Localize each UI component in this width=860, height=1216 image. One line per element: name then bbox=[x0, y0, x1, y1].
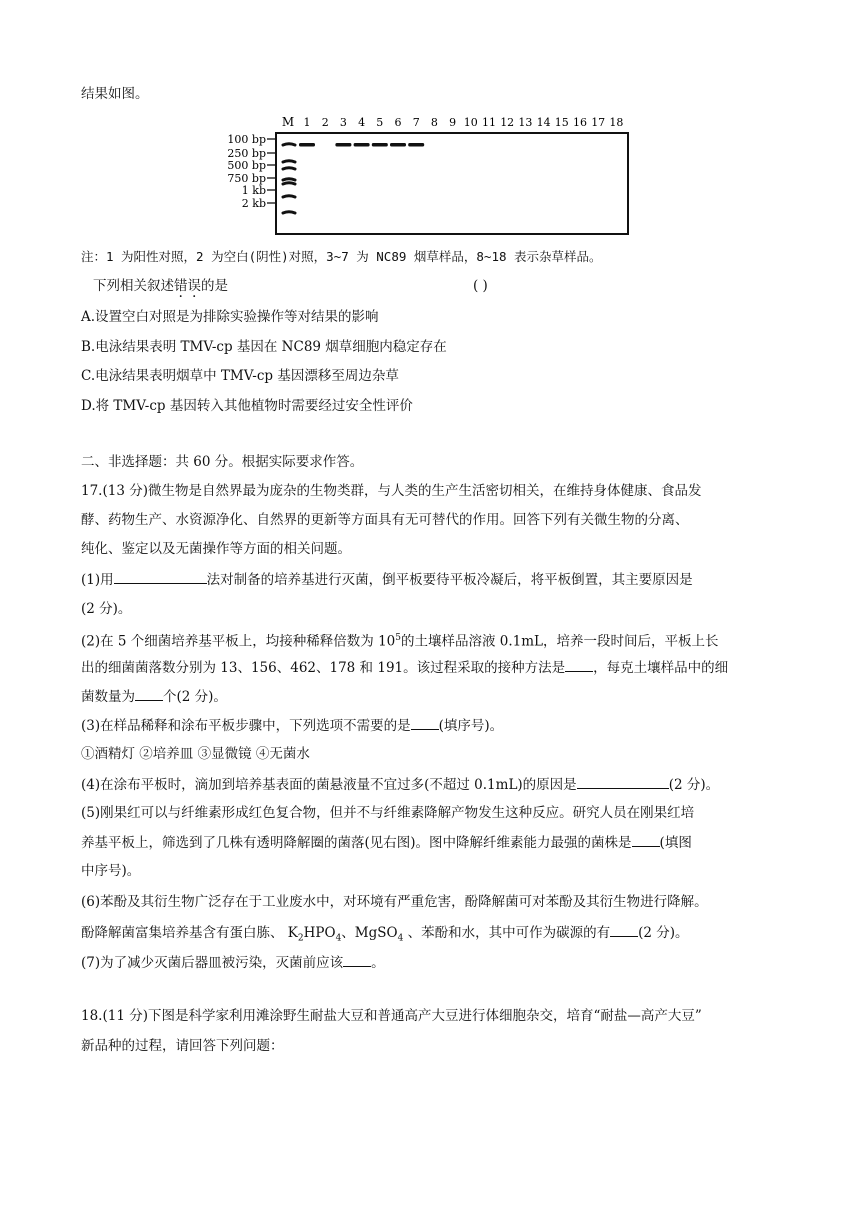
marker-size-label: 250 bp bbox=[227, 147, 266, 160]
marker-size-label: 2 kb bbox=[241, 197, 266, 210]
answer-blank bbox=[114, 569, 207, 584]
lane-label: 11 bbox=[482, 116, 496, 129]
q17-part-6-cont: 酚降解菌富集培养基含有蛋白胨、 $K_2HPO_4$、MgSO$_4$ 、苯酚和水，其中可作为碳源的有 (2 分)。 bbox=[81, 922, 689, 949]
marker-lane-label: M bbox=[281, 115, 295, 129]
q17-part-5-cont2: 中序号)。 bbox=[81, 863, 141, 879]
lane-label: 14 bbox=[536, 116, 551, 129]
lane-label: 6 bbox=[394, 116, 402, 129]
marker-size-labels bbox=[227, 133, 276, 210]
option-b: B.电泳结果表明 TMV-cp 基因在 NC89 烟草细胞内稳定存在 bbox=[81, 339, 447, 355]
q17-line-2: 酵、药物生产、水资源净化、自然界的更新等方面具有无可替代的作用。回答下列有关微生物的分离、 bbox=[81, 512, 689, 528]
q17-part-5-cont: 养基平板上，筛选到了几株有透明降解圈的菌落(见右图)。图中降解纤维素能力最强的菌株是 (填图 bbox=[81, 832, 692, 853]
lane-label: 12 bbox=[500, 116, 515, 129]
sample-band-lane-7 bbox=[408, 143, 424, 147]
q17-part-5: (5)刚果红可以与纤维素形成红色复合物，但并不与纤维素降解产物发生这种反应。研究人员在刚果红培 bbox=[81, 805, 695, 821]
answer-parenthesis: ( ) bbox=[473, 278, 488, 294]
option-a: A.设置空白对照是为排除实验操作等对结果的影响 bbox=[81, 309, 379, 325]
gel-frame bbox=[276, 133, 628, 234]
q17-part-1-cont: (2 分)。 bbox=[81, 601, 132, 617]
q17-part-2: (2)在 5 个细菌培养基平板上，均接种稀释倍数为 $10^5$的土壤样品溶液 0.1mL，培养一段时间后，平板上长 bbox=[81, 633, 719, 650]
q17-line-1: 17.(13 分)微生物是自然界最为庞杂的生物类群，与人类的生产生活密切相关，在维持身体健康、食品发 bbox=[81, 483, 702, 499]
sample-band-lane-4 bbox=[354, 143, 370, 147]
lane-label: 8 bbox=[430, 116, 438, 129]
sample-bands bbox=[299, 143, 424, 147]
lane-label: 3 bbox=[339, 116, 347, 129]
intro-text: 结果如图。 bbox=[81, 86, 149, 102]
q17-part-1: (1)用 法对制备的培养基进行灭菌，倒平板要待平板冷凝后，将平板倒置，其主要原因是 bbox=[81, 569, 693, 590]
answer-blank bbox=[632, 832, 660, 847]
marker-size-label: 750 bp bbox=[227, 172, 266, 185]
q17-part-2-cont: 出的细菌菌落数分别为 13、156、462、178 和 191。该过程采取的接种方法是 ，每克土壤样品中的细 bbox=[81, 657, 728, 678]
answer-blank bbox=[565, 657, 593, 672]
emphasized-char: 误 bbox=[187, 278, 201, 294]
lane-label: 2 bbox=[321, 116, 329, 129]
marker-band bbox=[283, 196, 295, 197]
q17-part-7: (7)为了减少灭菌后器皿被污染，灭菌前应该 。 bbox=[81, 952, 385, 973]
answer-blank bbox=[343, 952, 371, 967]
marker-size-label: 1 kb bbox=[241, 184, 266, 197]
lane-label: 1 bbox=[303, 116, 311, 129]
lane-label: 18 bbox=[609, 116, 624, 129]
lane-label: 15 bbox=[554, 116, 569, 129]
sample-band-lane-1 bbox=[299, 143, 315, 147]
marker-size-label: 500 bp bbox=[227, 159, 266, 172]
marker-band bbox=[283, 183, 295, 184]
answer-blank bbox=[577, 774, 669, 789]
lane-label: 5 bbox=[376, 116, 384, 129]
lane-labels bbox=[304, 116, 624, 129]
q18-line-2: 新品种的过程，请回答下列问题： bbox=[81, 1038, 284, 1054]
lane-label: 9 bbox=[449, 116, 457, 129]
q17-part-2-cont2: 菌数量为 个(2 分)。 bbox=[81, 686, 227, 707]
sample-band-lane-5 bbox=[372, 143, 388, 147]
stem-suffix: 的是 bbox=[201, 278, 228, 294]
option-d: D.将 TMV-cp 基因转入其他植物时需要经过安全性评价 bbox=[81, 398, 413, 414]
gel-electrophoresis-figure bbox=[226, 112, 636, 240]
answer-blank bbox=[135, 686, 163, 701]
figure-note: 注：1 为阳性对照，2 为空白(阴性)对照，3~7 为 NC89 烟草样品，8~18 表示杂草样品。 bbox=[81, 249, 602, 264]
answer-blank bbox=[610, 922, 638, 937]
lane-label: 7 bbox=[412, 116, 420, 129]
lane-label: 10 bbox=[463, 116, 478, 129]
q17-part-3-options: ①酒精灯 ②培养皿 ③显微镜 ④无菌水 bbox=[81, 746, 310, 762]
stem-emphasis bbox=[174, 278, 201, 294]
q17-part-4: (4)在涂布平板时，滴加到培养基表面的菌悬液量不宜过多(不超过 0.1mL)的原因是 (2 分)。 bbox=[81, 774, 719, 795]
marker-band bbox=[283, 144, 295, 145]
sample-band-lane-3 bbox=[335, 143, 351, 147]
lane-label: 4 bbox=[358, 116, 366, 129]
marker-band bbox=[283, 161, 295, 162]
q18-line-1: 18.(11 分)下图是科学家利用滩涂野生耐盐大豆和普通高产大豆进行体细胞杂交，培育“耐盐—高产大豆” bbox=[81, 1008, 702, 1024]
emphasized-char: 错 bbox=[174, 278, 188, 294]
question-stem bbox=[93, 276, 228, 296]
q17-part-3: (3)在样品稀释和涂布平板步骤中，下列选项不需要的是 (填序号)。 bbox=[81, 715, 503, 736]
stem-prefix: 下列相关叙述 bbox=[93, 278, 174, 294]
marker-band bbox=[283, 168, 295, 169]
option-c: C.电泳结果表明烟草中 TMV-cp 基因漂移至周边杂草 bbox=[81, 368, 399, 384]
answer-blank bbox=[411, 715, 439, 730]
marker-size-label: 100 bp bbox=[227, 133, 266, 146]
q17-line-3: 纯化、鉴定以及无菌操作等方面的相关问题。 bbox=[81, 541, 351, 557]
section-heading: 二、非选择题：共 60 分。根据实际要求作答。 bbox=[81, 454, 364, 470]
marker-band bbox=[283, 179, 295, 180]
lane-label: 17 bbox=[591, 116, 606, 129]
q17-part-6: (6)苯酚及其衍生物广泛存在于工业废水中，对环境有严重危害，酚降解菌可对苯酚及其衍生物进行降解。 bbox=[81, 894, 708, 910]
marker-band bbox=[283, 212, 295, 213]
lane-label: 13 bbox=[518, 116, 533, 129]
marker-bands bbox=[283, 144, 295, 213]
sample-band-lane-6 bbox=[390, 143, 406, 147]
lane-label: 16 bbox=[573, 116, 587, 129]
